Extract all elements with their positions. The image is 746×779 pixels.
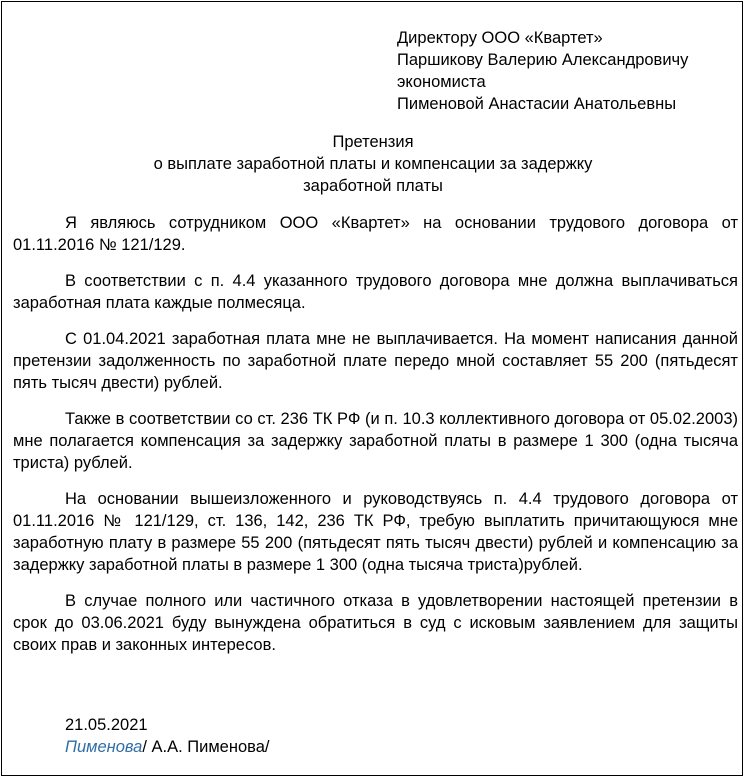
document-page: [1, 1, 743, 776]
title-line-3: заработной платы: [303, 177, 443, 195]
signature-block: [65, 714, 269, 758]
signature-line: [65, 736, 269, 758]
body-paragraph: Я являюсь сотрудником ООО «Квартет» на основании трудового договора от 01.11.2016 № 121/129.: [13, 214, 738, 254]
body-paragraph: Также в соответствии со ст. 236 ТК РФ (и п. 10.3 коллективного договора от 05.02.2003) мне полагается компенсация за задержку заработной платы в размере 1 300 (одна тысяча триста) рублей.: [13, 410, 738, 472]
title-line-1: Претензия: [332, 133, 414, 151]
addressee-recipient-name: Паршикову Валерию Александровичу: [397, 51, 689, 69]
document-date: 21.05.2021: [65, 716, 148, 734]
signer-name: / А.А. Пименова/: [142, 738, 270, 756]
addressee-sender-position: экономиста: [397, 73, 486, 91]
addressee-block: [397, 27, 688, 115]
title-line-2: о выплате заработной платы и компенсации за задержку: [153, 155, 593, 173]
body-paragraph: На основании вышеизложенного и руководствуясь п. 4.4 трудового договора от 01.11.2016 № 121/129, ст. 136, 142, 236 ТК РФ, требую выплатить причитающуюся мне заработную плату в размере 55 200 (пятьдесят пять тысяч двести) рублей и компенсацию за задержку заработной платы в размере 1 300 (одна тысяча триста)рублей.: [13, 490, 738, 574]
body-paragraph: В соответствии с п. 4.4 указанного трудового договора мне должна выплачиваться заработная плата каждые полмесяца.: [13, 272, 738, 312]
document-title: [2, 131, 744, 197]
document-body: [13, 212, 738, 670]
body-paragraph: В случае полного или частичного отказа в удовлетворении настоящей претензии в срок до 03.06.2021 буду вынуждена обратиться в суд с исковым заявлением для защиты своих прав и законных интересов.: [13, 592, 738, 654]
addressee-sender-name: Пименовой Анастасии Анатольевны: [397, 95, 677, 113]
addressee-recipient: Директору ООО «Квартет»: [397, 29, 603, 47]
handwritten-signature: Пименова: [65, 738, 143, 756]
body-paragraph: С 01.04.2021 заработная плата мне не выплачивается. На момент написания данной претензии задолженность по заработной плате передо мной составляет 55 200 (пятьдесят пять тысяч двести) рублей.: [13, 330, 738, 392]
